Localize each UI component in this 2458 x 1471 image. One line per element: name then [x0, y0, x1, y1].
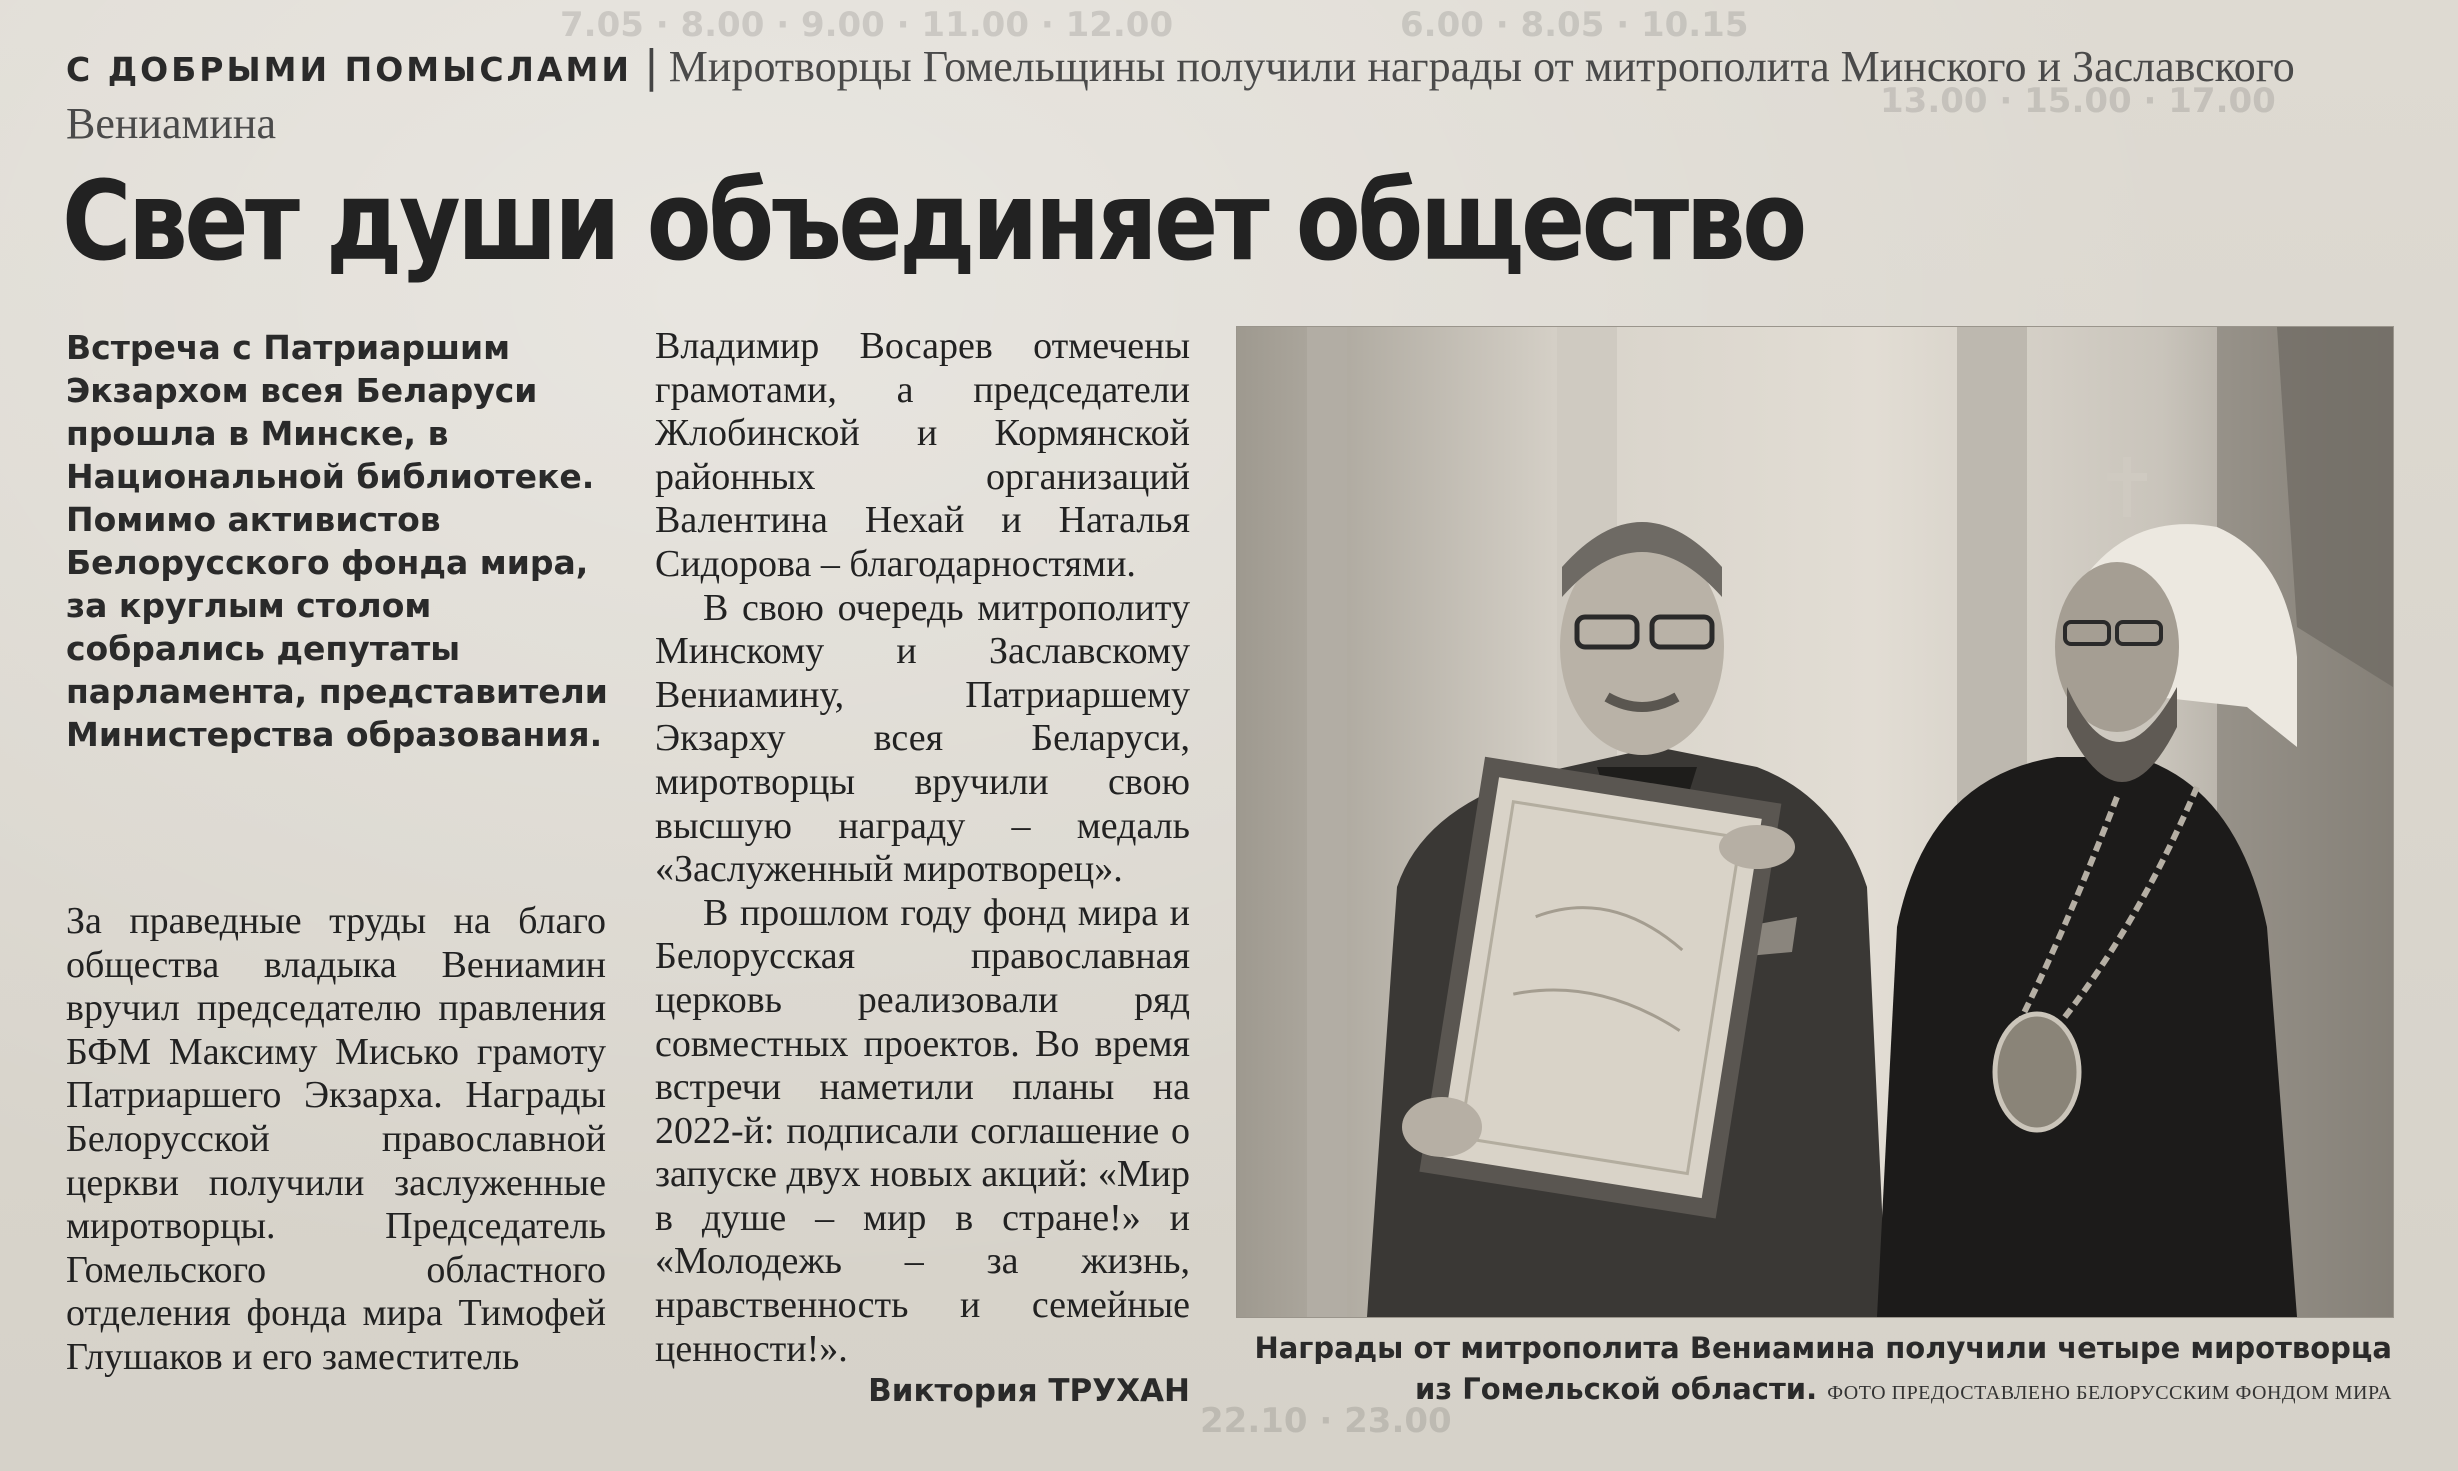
photo-caption [1236, 1328, 2392, 1414]
article-column-2 [655, 325, 1190, 1371]
article-byline: Виктория ТРУХАН [868, 1373, 1190, 1409]
paragraph: В прошлом году фонд мира и Белорусская православная церковь реализовали ряд совместных проектов. Во время встречи наметили планы на 2022-й: подписали соглашение о запуске двух новых акций: «Мир в душе – мир в стране!» и «Молодежь – за жизнь, нравственность и семейные ценности!». [655, 891, 1190, 1370]
bleed-through-text: 13.00 · 15.00 · 17.00 [1880, 81, 2276, 121]
article-headline: Свет души объединяет общество [62, 157, 1804, 285]
bleed-through-text: 7.05 · 8.00 · 9.00 · 11.00 · 12.00 [560, 5, 1174, 45]
article-lead: Встреча с Патриаршим Экзархом всея Беларуси прошла в Минске, в Национальной библиотеке. Помимо активистов Белорусского фонда мира, за круглым столом собрались депутаты парламента, представители Министерства образования. [66, 328, 608, 754]
rubric-separator: | [643, 41, 659, 92]
bleed-through-text: 22.10 · 23.00 [1200, 1401, 1452, 1441]
rubric-label: С ДОБРЫМИ ПОМЫСЛАМИ [66, 50, 632, 89]
paragraph: В свою очередь митрополиту Минскому и Заславскому Вениамину, Патриаршему Экзарху всея Беларуси, миротворцы вручили свою высшую награду – медаль «Заслуженный миротворец». [655, 586, 1190, 891]
photo-illustration [1237, 327, 2393, 1317]
paragraph: Владимир Восарев отмечены грамотами, а председатели Жлобинской и Кормянской районных организаций Валентина Нехай и Наталья Сидорова – благодарностями. [655, 325, 1190, 585]
article-column-1 [66, 900, 606, 1380]
article-kicker [66, 40, 2396, 151]
article-photo [1236, 326, 2394, 1318]
paragraph: За праведные труды на благо общества владыка Вениамин вручил председателю правления БФМ Максиму Мисько грамоту Патриаршего Экзарха. Награды Белорусской православной церкви получили заслуженные миротворцы. Председатель Гомельского областного отделения фонда мира Тимофей Глушаков и его заместитель [66, 900, 606, 1378]
bleed-through-text: 6.00 · 8.05 · 10.15 [1400, 5, 1749, 45]
photo-credit: ФОТО ПРЕДОСТАВЛЕНО БЕЛОРУССКИМ ФОНДОМ МИРА [1827, 1382, 2392, 1404]
caption-text: Награды от митрополита Вениамина получили четыре миротворца из Гомельской области. [1254, 1331, 2392, 1406]
kicker-text: Миротворцы Гомельщины получили награды от митрополита Минского и Заславского Вениамина [66, 42, 2295, 148]
